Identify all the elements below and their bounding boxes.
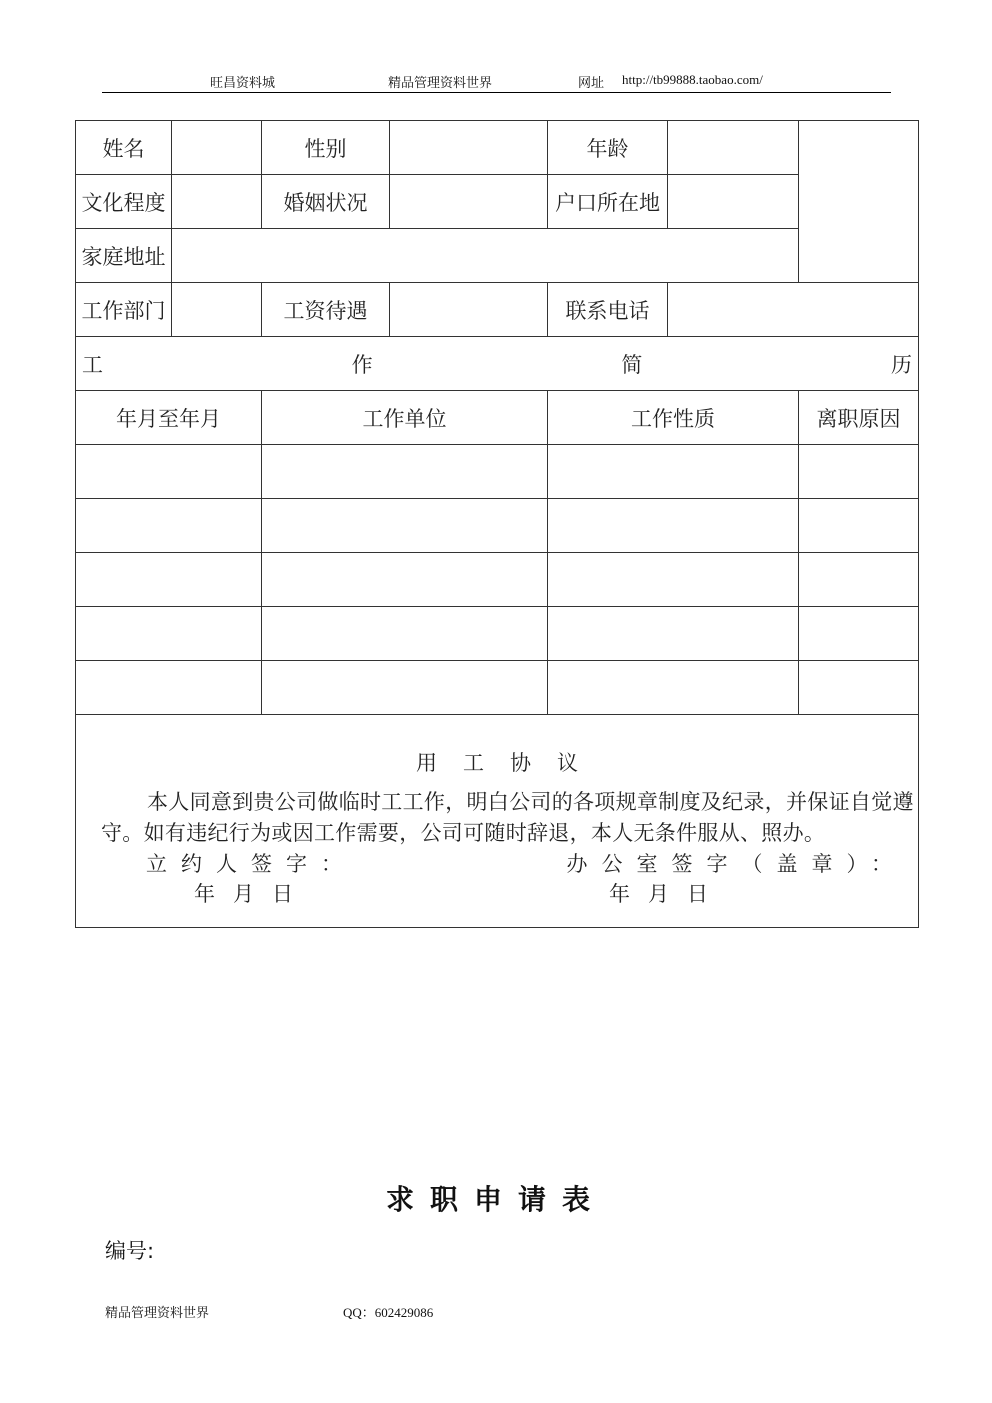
education-field[interactable]: [172, 175, 262, 229]
application-form-table: [75, 120, 919, 928]
gender-label: 性别: [262, 121, 390, 175]
resume-cell[interactable]: [262, 445, 548, 499]
resume-cell[interactable]: [799, 499, 919, 553]
header-divider: [102, 92, 891, 93]
resume-cell[interactable]: [76, 499, 262, 553]
table-row: [76, 499, 919, 553]
table-row: [76, 391, 919, 445]
phone-label: 联系电话: [548, 283, 668, 337]
marital-field[interactable]: [390, 175, 548, 229]
resume-cell[interactable]: [76, 553, 262, 607]
age-field[interactable]: [668, 121, 799, 175]
date-row: [76, 879, 918, 927]
resume-cell[interactable]: [262, 661, 548, 715]
hukou-label: 户口所在地: [548, 175, 668, 229]
salary-field[interactable]: [390, 283, 548, 337]
document-title: 求职申请表: [385, 1183, 606, 1216]
agreement-title: 用工协议: [416, 751, 604, 775]
table-row: [76, 553, 919, 607]
resume-heading-char: 简: [621, 352, 643, 377]
office-label: 办公室签字（盖章）：: [566, 852, 906, 876]
resume-cell[interactable]: [262, 499, 548, 553]
table-row: [76, 229, 919, 283]
signer-label: 立约人签字：: [146, 852, 356, 876]
resume-cell[interactable]: [548, 607, 799, 661]
header-site-name: 旺昌资料城: [210, 75, 276, 90]
table-row: [76, 715, 919, 928]
hukou-field[interactable]: [668, 175, 799, 229]
serial-number-label: 编号:: [105, 1239, 155, 1263]
resume-cell[interactable]: [799, 445, 919, 499]
photo-box[interactable]: [799, 121, 919, 283]
resume-cell[interactable]: [548, 499, 799, 553]
header-center-title: 精品管理资料世界: [388, 75, 493, 90]
department-label: 工作部门: [76, 283, 172, 337]
resume-cell[interactable]: [799, 607, 919, 661]
age-label: 年龄: [548, 121, 668, 175]
office-date: 年月日: [609, 882, 726, 906]
gender-field[interactable]: [390, 121, 548, 175]
footer-qq: QQ：602429086: [343, 1305, 434, 1320]
address-field[interactable]: [172, 229, 799, 283]
education-label: 文化程度: [76, 175, 172, 229]
marital-label: 婚姻状况: [262, 175, 390, 229]
col-job-nature: 工作性质: [548, 391, 799, 445]
resume-heading-char: 工: [82, 352, 103, 377]
name-field[interactable]: [172, 121, 262, 175]
department-field[interactable]: [172, 283, 262, 337]
resume-cell[interactable]: [799, 661, 919, 715]
agreement-cell: [76, 715, 919, 928]
resume-heading-char: 作: [351, 352, 373, 377]
table-row: [76, 661, 919, 715]
resume-heading-char: 历: [890, 352, 912, 377]
header-url[interactable]: http://tb99888.taobao.com/: [622, 72, 763, 87]
table-row: [76, 121, 919, 175]
resume-cell[interactable]: [548, 661, 799, 715]
footer-left: 精品管理资料世界: [105, 1305, 210, 1320]
header-url-label: 网址: [578, 75, 605, 90]
resume-cell[interactable]: [262, 607, 548, 661]
table-row: [76, 175, 919, 229]
signer-date: 年月日: [194, 882, 311, 906]
table-row: [76, 337, 919, 391]
resume-cell[interactable]: [76, 445, 262, 499]
agreement-body-wrap: [76, 781, 918, 849]
resume-cell[interactable]: [548, 445, 799, 499]
resume-cell[interactable]: [799, 553, 919, 607]
table-row: [76, 445, 919, 499]
address-label: 家庭地址: [76, 229, 172, 283]
name-label: 姓名: [76, 121, 172, 175]
col-period: 年月至年月: [76, 391, 262, 445]
phone-field[interactable]: [668, 283, 919, 337]
resume-cell[interactable]: [76, 661, 262, 715]
resume-cell[interactable]: [262, 553, 548, 607]
col-leave-reason: 离职原因: [799, 391, 919, 445]
table-row: [76, 283, 919, 337]
agreement-body: 本人同意到贵公司做临时工工作，明白公司的各项规章制度及纪录，并保证自觉遵守。如有违纪行为或因工作需要，公司可随时辞退，本人无条件服从、照办。: [101, 790, 914, 845]
resume-cell[interactable]: [548, 553, 799, 607]
signature-row: [76, 849, 918, 879]
resume-cell[interactable]: [76, 607, 262, 661]
table-row: [76, 607, 919, 661]
col-employer: 工作单位: [262, 391, 548, 445]
resume-heading: [76, 337, 919, 391]
salary-label: 工资待遇: [262, 283, 390, 337]
